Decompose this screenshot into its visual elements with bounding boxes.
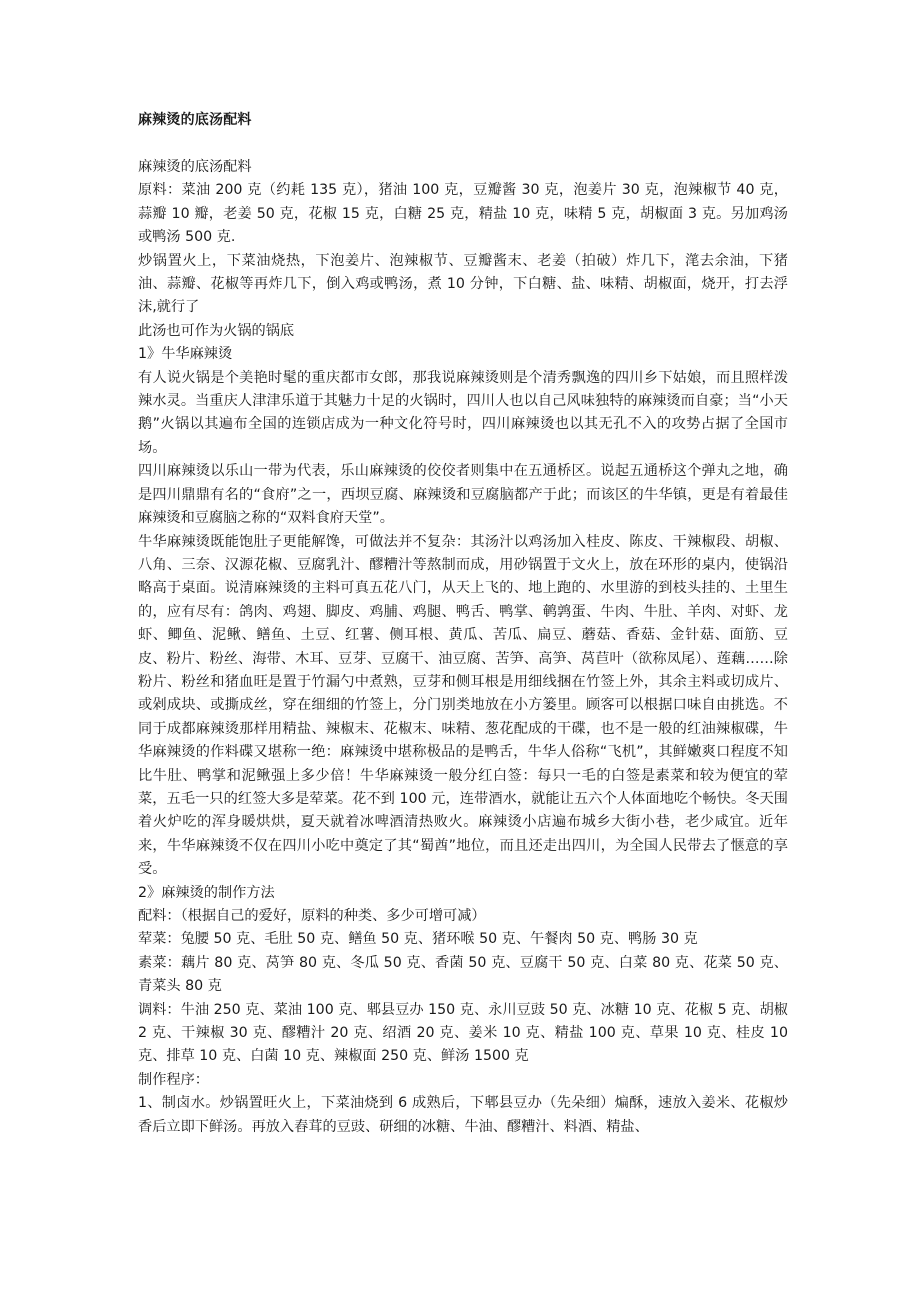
paragraph-ingredients: 原料：菜油 200 克（约耗 135 克），猪油 100 克，豆瓣酱 30 克，泡姜片 30 克，泡辣椒节 40 克，蒜瓣 10 瓣，老姜 50 克，花椒 15 克，白糖 25 克，精盐 10 克，味精 5 克，胡椒面 3 克。另加鸡汤或鸭汤 500 克. (138, 182, 788, 246)
paragraph-soup-method: 炒锅置火上，下菜油烧热，下泡姜片、泡辣椒节、豆瓣酱末、老姜（拍破）炸几下，滗去余油，下猪油、蒜瓣、花椒等再炸几下，倒入鸡或鸭汤，煮 10 分钟，下白糖、盐、味精、胡椒面，烧开，打去浮沫,就行了 (138, 252, 788, 316)
section-heading-method: 2》麻辣烫的制作方法 (138, 884, 275, 901)
section-heading-niuhua: 1》牛华麻辣烫 (138, 346, 233, 363)
document-title: 麻辣烫的底汤配料 (138, 112, 252, 128)
paragraph-step-1: 1、制卤水。炒锅置旺火上，下菜油烧到 6 成熟后，下郫县豆办（先朵细）煸酥，速放入姜米、花椒炒香后立即下鲜汤。再放入舂茸的豆豉、研细的冰糖、牛油、醪糟汁、料酒、精盐、 (138, 1095, 788, 1135)
paragraph-niuhua-detail: 牛华麻辣烫既能饱肚子更能解馋，可做法并不复杂：其汤汁以鸡汤加入桂皮、陈皮、干辣椒段、胡椒、八角、三奈、汉源花椒、豆腐乳汁、醪糟汁等熬制而成，用砂锅置于文火上，放在环形的桌内，使锅沿略高于桌面。说清麻辣烫的主料可真五花八门，从天上飞的、地上跑的、水里游的到枝头挂的、土里生的，应有尽有：鸽肉、鸡翅、脚皮、鸡脯、鸡腿、鸭舌、鸭掌、鹌鹑蛋、牛肉、牛肚、羊肉、对虾、龙虾、鲫鱼、泥鳅、鳝鱼、土豆、红薯、侧耳根、黄瓜、苦瓜、扁豆、蘑菇、香菇、金针菇、面筋、豆皮、粉片、粉丝、海带、木耳、豆芽、豆腐干、油豆腐、苦笋、高笋、莴苣叶（欲称凤尾）、莲藕……除粉片、粉丝和猪血旺是置于竹漏勺中煮熟，豆芽和侧耳根是用细线捆在竹签上外，其余主料或切成片、或剁成块、或撕成丝，穿在细细的竹签上，分门别类地放在小方篓里。顾客可以根据口味自由挑选。不同于成都麻辣烫那样用精盐、辣椒末、花椒末、味精、葱花配成的干碟，也不是一般的红油辣椒碟，牛华麻辣烫的作料碟又堪称一绝：麻辣烫中堪称极品的是鸭舌，牛华人俗称“飞机”，其鲜嫩爽口程度不知比牛肚、鸭掌和泥鳅强上多少倍！牛华麻辣烫一般分红白签：每只一毛的白签是素菜和较为便宜的荤菜，五毛一只的红签大多是荤菜。花不到 100 元，连带酒水，就能让五六个人体面地吃个畅快。冬天围着火炉吃的浑身暖烘烘，夏天就着冰啤酒清热败火。麻辣烫小店遍布城乡大街小巷，老少咸宜。近年来，牛华麻辣烫不仅在四川小吃中奠定了其“蜀酋”地位，而且还走出四川，为全国人民带去了惬意的享受。 (138, 533, 788, 878)
paragraph-hotpot-note: 此汤也可作为火锅的锅底 (138, 322, 295, 339)
paragraph-sucai: 素菜：藕片 80 克、莴笋 80 克、冬瓜 50 克、香菌 50 克、豆腐干 50 克、白菜 80 克、花菜 50 克、青菜头 80 克 (138, 954, 788, 995)
document-page (138, 110, 788, 1139)
paragraph-niuhua-intro: 有人说火锅是个美艳时髦的重庆都市女郎，那我说麻辣烫则是个清秀飘逸的四川乡下姑娘，而且照样泼辣水灵。当重庆人津津乐道于其魅力十足的火锅时，四川人也以自己风味独特的麻辣烫而自豪；当“小天鹅”火锅以其遍布全国的连锁店成为一种文化符号时，四川麻辣烫也以其无孔不入的攻势占据了全国市场。 (138, 369, 788, 456)
paragraph-huncai: 荤菜：兔腰 50 克、毛肚 50 克、鳝鱼 50 克、猪环喉 50 克、午餐肉 50 克、鸭肠 30 克 (138, 931, 698, 948)
paragraph-procedure-heading: 制作程序： (138, 1071, 209, 1088)
paragraph-leshan: 四川麻辣烫以乐山一带为代表，乐山麻辣烫的佼佼者则集中在五通桥区。说起五通桥这个弹丸之地，确是四川鼎鼎有名的“食府”之一，西坝豆腐、麻辣烫和豆腐脑都产于此；而该区的牛华镇，更是有着最佳麻辣烫和豆腐脑之称的“双料食府天堂”。 (138, 463, 788, 527)
paragraph-subtitle: 麻辣烫的底汤配料 (138, 159, 252, 175)
paragraph-tiaoliao: 调料：牛油 250 克、菜油 100 克、郫县豆办 150 克、永川豆豉 50 克、冰糖 10 克、花椒 5 克、胡椒 2 克、干辣椒 30 克、醪糟汁 20 克、绍酒 20 克、姜米 10 克、精盐 100 克、草果 10 克、桂皮 10 克、排草 10 克、白菌 10 克、辣椒面 250 克、鲜汤 1500 克 (138, 1001, 788, 1065)
paragraph-peiliao: 配料：（根据自己的爱好，原料的种类、多少可增可减） (138, 908, 486, 924)
